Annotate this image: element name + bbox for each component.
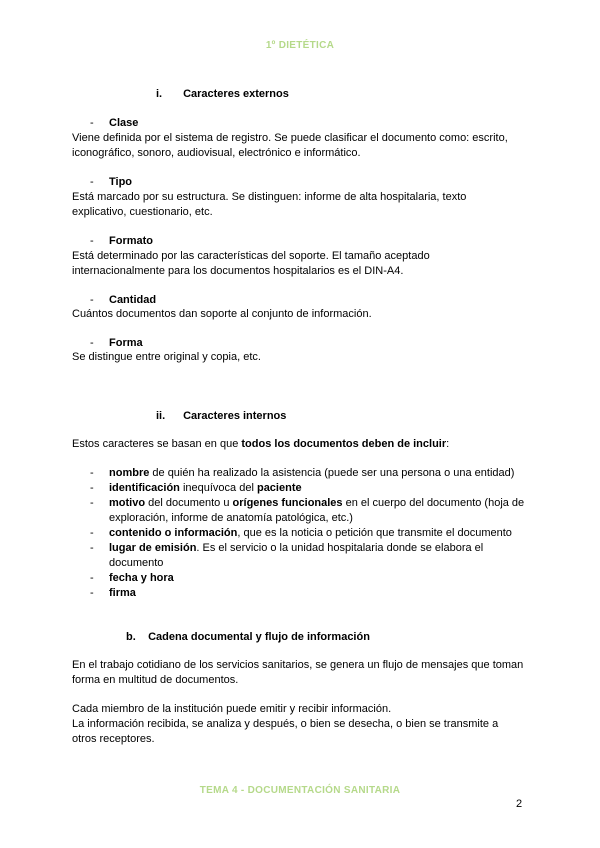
- section-number: b.: [126, 631, 136, 643]
- section-number: ii.: [156, 410, 166, 422]
- list-item: - motivo del documento u orígenes funcionales en el cuerpo del documento (hoja de exploración, informe de anatomía patológica, etc.): [90, 497, 525, 524]
- item-heading-formato: - Formato: [90, 235, 153, 247]
- internal-intro: Estos caracteres se basan en que todos los documentos deben de incluir:: [72, 438, 450, 450]
- page-number: 2: [516, 798, 523, 810]
- list-item: - lugar de emisión. Es el servicio o la unidad hospitalaria donde se elabora el documento: [90, 542, 484, 569]
- section-heading-cadena: [126, 630, 370, 645]
- cadena-paragraph-1: En el trabajo cotidiano de los servicios sanitarios, se genera un flujo de mensajes que toman forma en multitud de documentos.: [72, 659, 524, 686]
- list-item: - identificación inequívoca del paciente: [90, 482, 302, 494]
- section-title: Caracteres internos: [183, 410, 287, 422]
- internal-list: [90, 466, 530, 601]
- page-header: 1º DIETÉTICA: [265, 40, 335, 51]
- list-item: - nombre de quién ha realizado la asistencia (puede ser una persona o una entidad): [90, 467, 515, 479]
- section-title: Caracteres externos: [183, 88, 289, 100]
- item-text-clase: Viene definida por el sistema de registro. Se puede clasificar el documento como: escrito, iconográfico, sonoro, audiovisual, electrónico e informático.: [72, 132, 508, 159]
- list-item: - fecha y hora: [90, 572, 174, 584]
- section-heading-internal: [156, 409, 286, 424]
- item-text-forma: Se distingue entre original y copia, etc.: [72, 351, 261, 363]
- item-heading-forma: - Forma: [90, 337, 143, 349]
- cadena-paragraph-2b: La información recibida, se analiza y después, o bien se desecha, o bien se transmite a otros receptores.: [72, 718, 499, 745]
- item-text-tipo: Está marcado por su estructura. Se distinguen: informe de alta hospitalaria, texto explicativo, cuestionario, etc.: [72, 191, 467, 218]
- section-title: Cadena documental y flujo de información: [148, 631, 370, 643]
- section-heading-external: [156, 87, 289, 102]
- list-item: - firma: [90, 587, 136, 599]
- list-item: - contenido o información, que es la noticia o petición que transmite el documento: [90, 527, 512, 539]
- item-text-formato: Está determinado por las características del soporte. El tamaño aceptado internacionalmente para los documentos hospitalarios es el DIN-A4.: [72, 250, 430, 277]
- item-heading-clase: - Clase: [90, 117, 139, 129]
- section-number: i.: [156, 88, 163, 100]
- page-footer: TEMA 4 - DOCUMENTACIÓN SANITARIA: [199, 785, 401, 796]
- cadena-paragraph-2a: Cada miembro de la institución puede emitir y recibir información.: [72, 703, 392, 715]
- item-text-cantidad: Cuántos documentos dan soporte al conjunto de información.: [72, 308, 372, 320]
- item-heading-tipo: - Tipo: [90, 176, 133, 188]
- item-heading-cantidad: - Cantidad: [90, 294, 157, 306]
